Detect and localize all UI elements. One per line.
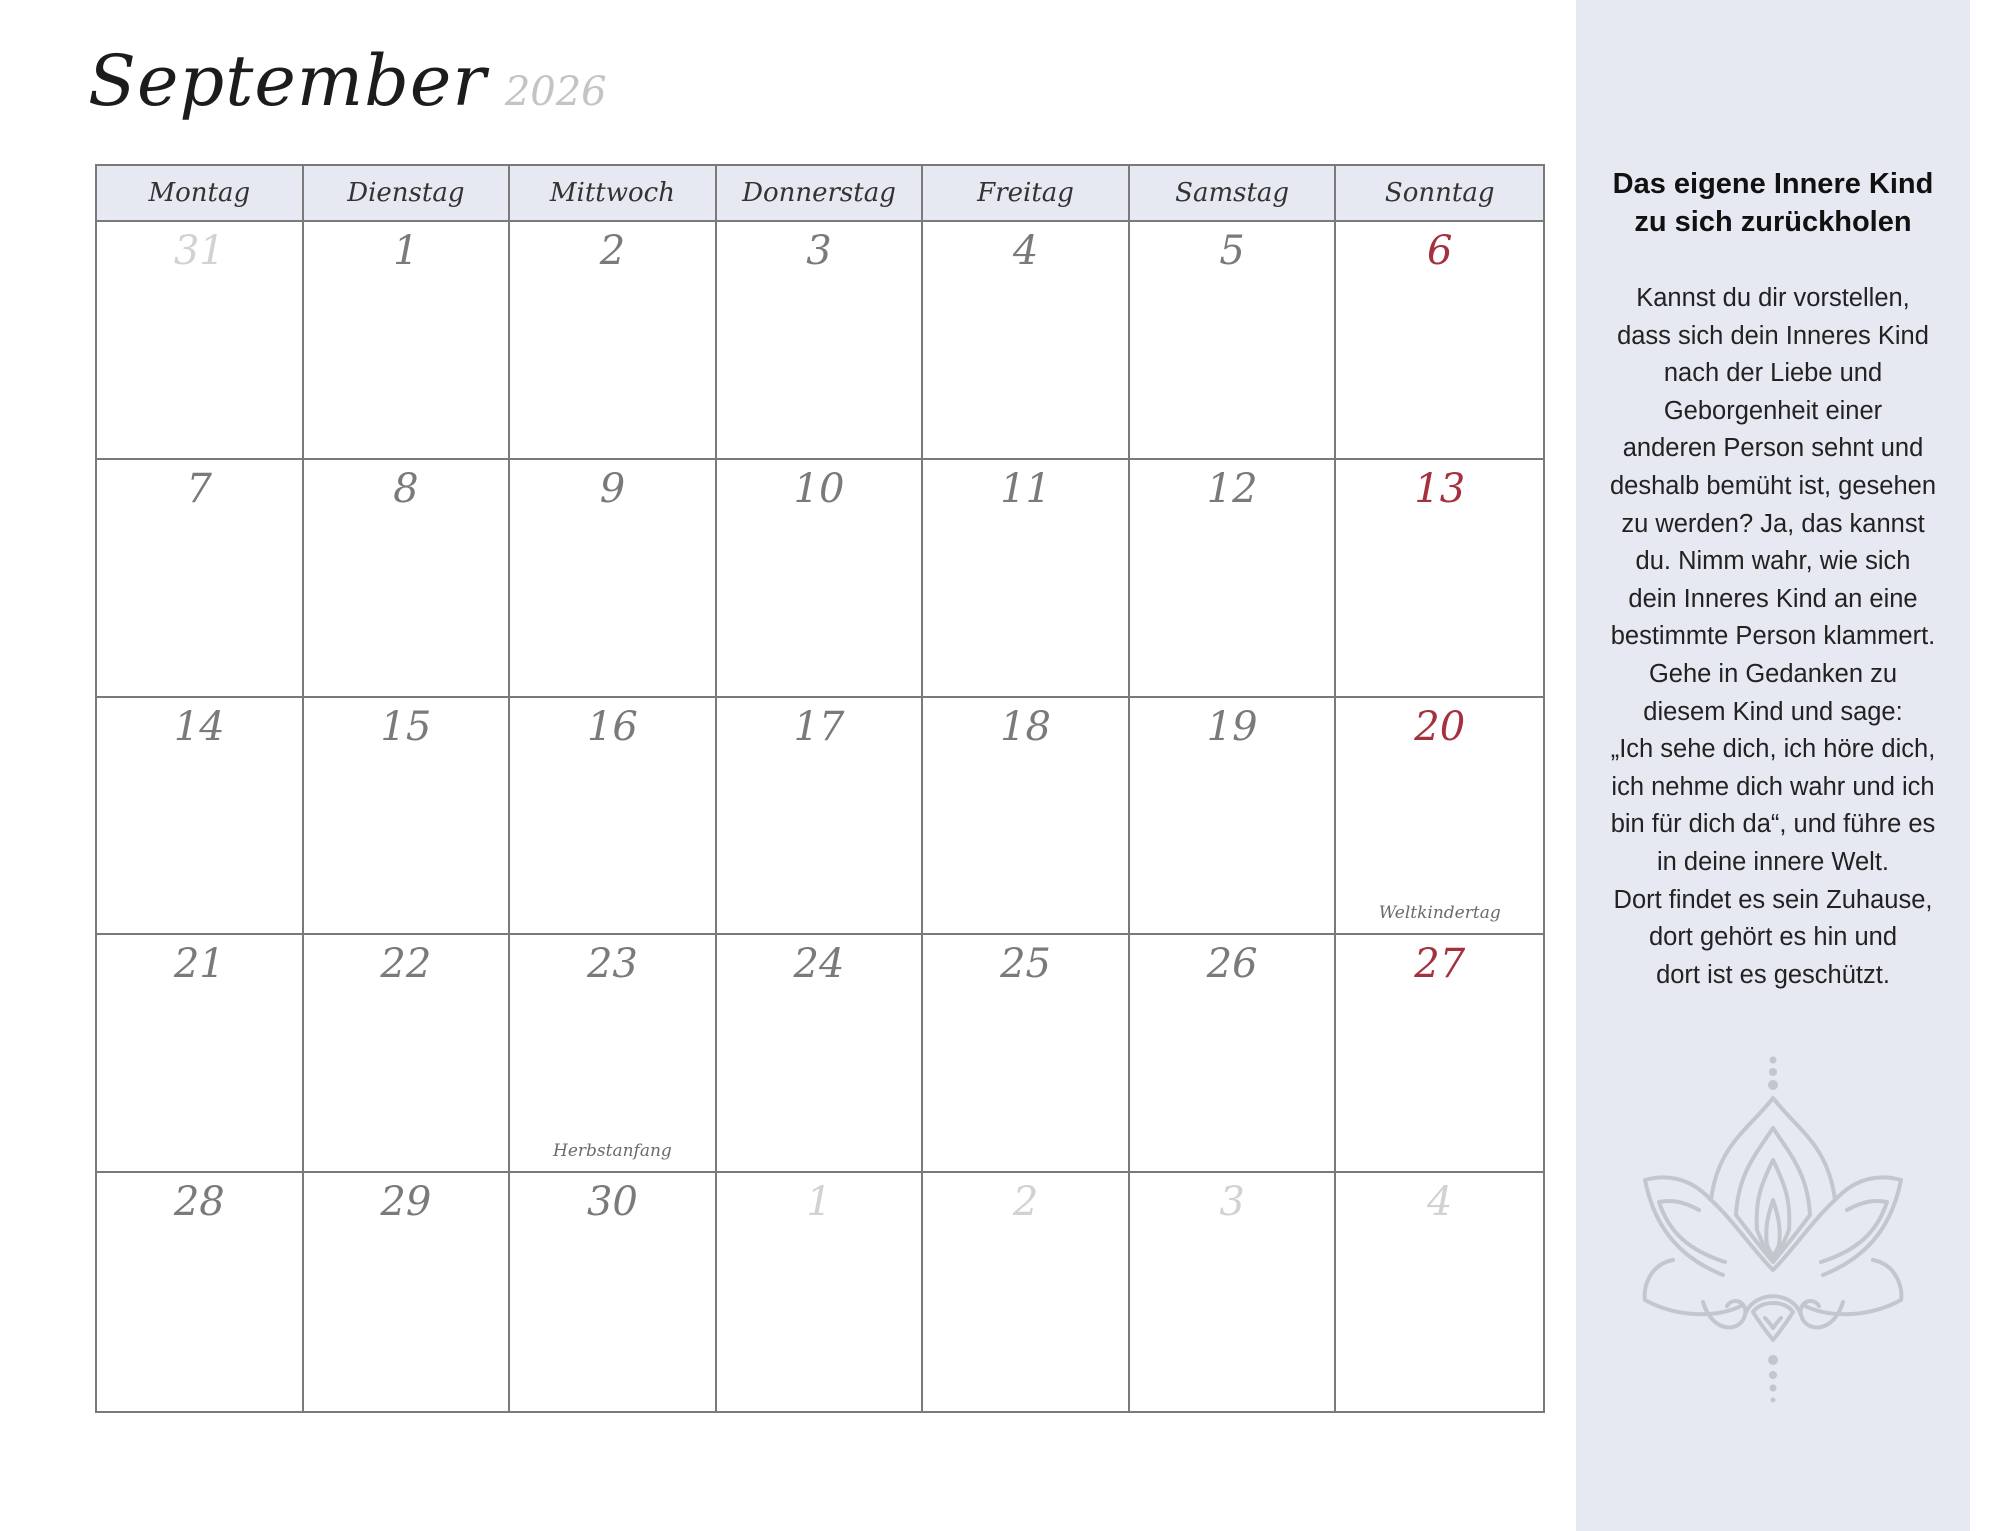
day-number: 15 xyxy=(380,703,432,750)
day-cell[interactable] xyxy=(97,1173,304,1411)
day-number: 3 xyxy=(806,228,832,274)
side-text-line: bestimmte Person klammert. xyxy=(1610,622,1936,651)
day-cell[interactable] xyxy=(97,460,304,698)
day-number: 28 xyxy=(173,1179,225,1226)
day-cell[interactable] xyxy=(510,935,717,1173)
weekday-header: Freitag xyxy=(923,166,1130,222)
day-cell[interactable] xyxy=(1336,698,1543,936)
day-number: 21 xyxy=(173,941,225,988)
day-number: 25 xyxy=(1000,941,1052,988)
day-number: 2 xyxy=(599,228,626,274)
day-cell[interactable] xyxy=(304,698,511,936)
side-text-line: dort ist es geschützt. xyxy=(1656,960,1890,989)
day-cell[interactable] xyxy=(304,935,511,1173)
side-text-line: „Ich sehe dich, ich höre dich, xyxy=(1610,735,1936,764)
day-number: 30 xyxy=(586,1179,638,1226)
day-cell[interactable] xyxy=(717,1173,924,1411)
day-cell[interactable] xyxy=(923,935,1130,1173)
side-title xyxy=(1596,165,1950,241)
day-number: 2 xyxy=(1012,1179,1039,1226)
day-number: 8 xyxy=(393,465,419,512)
day-note: Weltkindertag xyxy=(1378,903,1501,924)
day-cell[interactable] xyxy=(510,460,717,698)
title-year: 2026 xyxy=(504,69,607,115)
day-cell[interactable] xyxy=(304,222,511,460)
lotus-icon xyxy=(1633,1050,1913,1410)
side-text-line: nach der Liebe und xyxy=(1663,359,1883,388)
side-text-line: zu werden? Ja, das kannst xyxy=(1621,509,1925,538)
day-number: 1 xyxy=(806,1179,832,1226)
weekday-header: Montag xyxy=(97,166,304,222)
day-number: 31 xyxy=(173,228,225,274)
day-number: 23 xyxy=(586,941,638,988)
day-cell[interactable] xyxy=(304,460,511,698)
calendar-grid xyxy=(95,164,1545,1413)
day-number: 4 xyxy=(1426,1179,1453,1226)
weekday-header: Mittwoch xyxy=(510,166,717,222)
day-cell[interactable] xyxy=(1336,222,1543,460)
day-cell[interactable] xyxy=(1130,698,1337,936)
side-text-line: ich nehme dich wahr und ich xyxy=(1611,772,1935,801)
day-cell[interactable] xyxy=(923,460,1130,698)
day-number: 17 xyxy=(793,703,845,750)
side-text-line: in deine innere Welt. xyxy=(1656,847,1889,876)
day-cell[interactable] xyxy=(1336,1173,1543,1411)
day-number: 29 xyxy=(380,1179,432,1226)
side-text-line: Kannst du dir vorstellen, xyxy=(1636,284,1910,312)
day-cell[interactable] xyxy=(1130,1173,1337,1411)
day-number: 6 xyxy=(1426,228,1453,274)
weekday-header: Dienstag xyxy=(304,166,511,222)
day-number: 14 xyxy=(173,703,225,750)
side-title-line: Das eigene Innere Kind xyxy=(1612,168,1934,200)
day-cell[interactable] xyxy=(1130,222,1337,460)
day-cell[interactable] xyxy=(304,1173,511,1411)
side-text-line: dass sich dein Inneres Kind xyxy=(1617,321,1929,350)
day-number: 11 xyxy=(1000,465,1052,512)
side-text-line: Gehe in Gedanken zu xyxy=(1648,659,1898,688)
day-number: 3 xyxy=(1219,1179,1245,1226)
side-text-line: bin für dich da“, und führe es xyxy=(1610,810,1936,839)
day-number: 16 xyxy=(586,703,638,750)
day-cell[interactable] xyxy=(717,222,924,460)
day-cell[interactable] xyxy=(1336,935,1543,1173)
day-cell[interactable] xyxy=(510,222,717,460)
day-cell[interactable] xyxy=(510,1173,717,1411)
day-cell[interactable] xyxy=(923,222,1130,460)
day-number: 12 xyxy=(1206,465,1258,512)
day-cell[interactable] xyxy=(97,935,304,1173)
day-number: 27 xyxy=(1414,941,1466,988)
side-text-line: du. Nimm wahr, wie sich xyxy=(1635,547,1911,576)
day-number: 13 xyxy=(1414,465,1466,512)
day-cell[interactable] xyxy=(1336,460,1543,698)
day-cell[interactable] xyxy=(717,460,924,698)
day-number: 24 xyxy=(793,941,845,988)
day-number: 1 xyxy=(393,228,419,274)
side-text-line: Dort findet es sein Zuhause, xyxy=(1613,885,1933,914)
day-number: 9 xyxy=(599,465,626,512)
day-cell[interactable] xyxy=(1130,460,1337,698)
day-cell[interactable] xyxy=(717,698,924,936)
side-text-line: Geborgenheit einer xyxy=(1663,396,1883,425)
weekday-header: Donnerstag xyxy=(717,166,924,222)
day-cell[interactable] xyxy=(510,698,717,936)
day-cell[interactable] xyxy=(1130,935,1337,1173)
day-cell[interactable] xyxy=(97,698,304,936)
side-text-line: anderen Person sehnt und xyxy=(1622,434,1924,463)
day-cell[interactable] xyxy=(717,935,924,1173)
day-number: 20 xyxy=(1414,703,1466,750)
day-cell[interactable] xyxy=(923,698,1130,936)
day-note: Herbstanfang xyxy=(553,1141,672,1162)
day-cell[interactable] xyxy=(923,1173,1130,1411)
weekday-header: Samstag xyxy=(1130,166,1337,222)
day-cell[interactable] xyxy=(97,222,304,460)
side-text-line: diesem Kind und sage: xyxy=(1643,697,1903,726)
side-text-line: dein Inneres Kind an eine xyxy=(1628,584,1918,613)
day-number: 19 xyxy=(1206,703,1258,750)
side-title-line: zu sich zurückholen xyxy=(1634,206,1912,238)
weekday-header: Sonntag xyxy=(1336,166,1543,222)
side-text xyxy=(1586,280,1960,994)
day-number: 5 xyxy=(1219,228,1245,274)
side-panel xyxy=(1576,0,1970,1531)
day-number: 7 xyxy=(186,465,212,512)
side-text-line: dort gehört es hin und xyxy=(1648,923,1898,952)
day-number: 10 xyxy=(793,465,845,512)
day-number: 26 xyxy=(1206,941,1258,988)
page-title xyxy=(88,40,607,122)
day-number: 4 xyxy=(1012,228,1039,274)
title-month: September xyxy=(88,40,487,122)
day-number: 18 xyxy=(1000,703,1052,750)
side-text-line: deshalb bemüht ist, gesehen xyxy=(1609,471,1937,500)
day-number: 22 xyxy=(380,941,432,988)
